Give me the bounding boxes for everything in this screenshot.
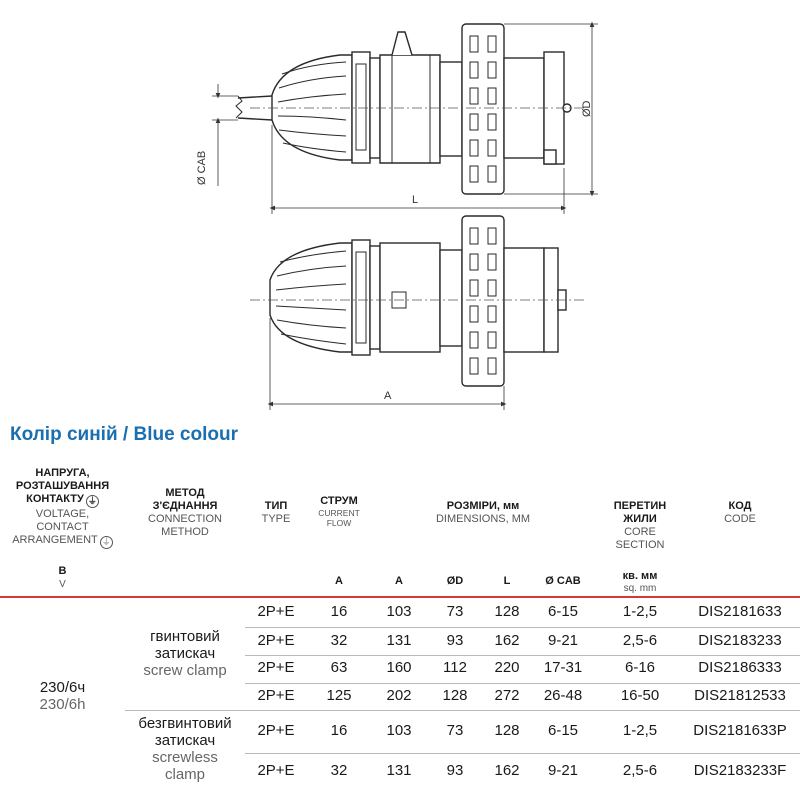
header-method	[125, 487, 245, 539]
unit-volt-en: V	[59, 579, 66, 590]
screwless-clamp-uk-2: затискач	[154, 732, 216, 749]
cell-l: 220	[494, 659, 520, 676]
cell-section: 16-50	[620, 687, 660, 704]
cell-section: 1-2,5	[622, 722, 658, 739]
plug-top-view	[270, 216, 566, 386]
cell-a: 103	[386, 603, 412, 620]
screw-clamp-uk-1: гвинтовий	[150, 628, 220, 645]
header-voltage-uk-3: КОНТАКТУ	[26, 493, 84, 505]
cell-d: 93	[446, 632, 464, 649]
row-divider	[245, 655, 800, 656]
cell-type: 2P+E	[257, 659, 295, 676]
cell-code: DIS2183233	[698, 632, 782, 649]
header-dimensions-uk: РОЗМІРИ, мм	[446, 500, 520, 512]
cell-d: 112	[443, 659, 467, 676]
screwless-clamp-uk-1: безгвинтовий	[138, 715, 232, 732]
header-section	[595, 500, 685, 552]
cell-a: 160	[386, 659, 412, 676]
header-voltage-en-1: VOLTAGE,	[35, 508, 90, 520]
voltage-group-label	[0, 679, 125, 713]
cell-code: DIS2181633	[698, 603, 782, 620]
screwless-clamp-en-2: clamp	[164, 766, 205, 783]
cell-d: 128	[442, 687, 468, 704]
cell-section: 6-16	[624, 659, 656, 676]
cell-type: 2P+E	[257, 632, 295, 649]
cell-a: 131	[386, 762, 412, 779]
header-method-uk-2: З'ЄДНАННЯ	[152, 500, 218, 512]
header-method-uk-1: МЕТОД	[165, 487, 205, 499]
cell-a: 131	[386, 632, 412, 649]
dim-cab-label: Ø CAB	[196, 150, 208, 185]
cell-cab: 17-31	[543, 659, 583, 676]
dim-l-label: L	[412, 194, 419, 206]
screwless-clamp-label	[125, 715, 245, 783]
header-method-en-1: CONNECTION	[148, 513, 222, 525]
header-section-en-2: SECTION	[615, 539, 665, 551]
header-code-uk: КОД	[728, 500, 752, 512]
header-section-uk-2: ЖИЛИ	[623, 513, 657, 525]
cell-section: 2,5-6	[622, 632, 658, 649]
header-voltage-uk-2: РОЗТАШУВАННЯ	[15, 480, 110, 492]
dim-a-label: A	[384, 390, 392, 402]
unit-l: L	[503, 575, 511, 587]
header-dimensions-en: DIMENSIONS, MM	[435, 513, 531, 525]
cell-type: 2P+E	[257, 722, 295, 739]
cell-code: DIS2181633P	[693, 722, 787, 739]
header-type	[245, 500, 307, 526]
earth-icon: ⏚	[87, 496, 97, 506]
cell-d: 73	[446, 722, 464, 739]
screw-clamp-en: screw clamp	[143, 662, 227, 679]
unit-cab: Ø CAB	[545, 575, 581, 587]
cell-l: 272	[494, 687, 520, 704]
cell-l: 162	[494, 632, 520, 649]
voltage-value-en: 230/6h	[39, 696, 86, 713]
cell-cab: 26-48	[543, 687, 583, 704]
header-voltage-en-3: ARRANGEMENT	[12, 534, 98, 546]
cell-code: DIS2186333	[698, 659, 782, 676]
plug-side-view	[236, 24, 571, 194]
cell-l: 162	[494, 762, 520, 779]
cell-code: DIS21812533	[694, 687, 786, 704]
cell-type: 2P+E	[257, 762, 295, 779]
cell-type: 2P+E	[257, 687, 295, 704]
header-current	[307, 495, 371, 528]
unit-a: А	[395, 575, 403, 587]
header-section-en-1: CORE	[624, 526, 656, 538]
screw-clamp-uk-2: затискач	[154, 645, 216, 662]
screwless-clamp-en-1: screwless	[152, 749, 218, 766]
cell-cab: 9-21	[547, 762, 579, 779]
unit-d: ØD	[446, 575, 464, 587]
header-code-en: CODE	[724, 513, 756, 525]
unit-volt-uk: В	[58, 565, 67, 577]
header-dimensions	[371, 500, 595, 526]
header-method-en-2: METHOD	[161, 526, 209, 538]
header-current-en-1: CURRENT	[318, 508, 360, 518]
cell-cab: 6-15	[547, 603, 579, 620]
cell-section: 2,5-6	[622, 762, 658, 779]
cell-type: 2P+E	[257, 603, 295, 620]
cell-code: DIS2183233F	[693, 762, 787, 779]
cell-current: 32	[330, 762, 348, 779]
cell-current: 125	[326, 687, 352, 704]
unit-section-en: sq. mm	[623, 583, 657, 594]
header-voltage-en-2: CONTACT	[36, 521, 89, 533]
cell-d: 73	[446, 603, 464, 620]
cell-current: 16	[330, 722, 348, 739]
cell-current: 16	[330, 603, 348, 620]
cell-cab: 6-15	[547, 722, 579, 739]
header-code	[685, 500, 795, 526]
cell-a: 202	[386, 687, 412, 704]
cell-a: 103	[386, 722, 412, 739]
unit-current: А	[335, 575, 343, 587]
header-section-uk-1: ПЕРЕТИН	[613, 500, 667, 512]
cell-d: 93	[446, 762, 464, 779]
cell-cab: 9-21	[547, 632, 579, 649]
row-divider	[245, 683, 800, 684]
earth-icon: ⏚	[101, 537, 111, 547]
header-divider	[0, 596, 800, 598]
cell-l: 128	[494, 603, 520, 620]
header-current-uk: СТРУМ	[320, 495, 358, 507]
cell-section: 1-2,5	[622, 603, 658, 620]
cell-current: 63	[330, 659, 348, 676]
header-current-en-2: FLOW	[326, 518, 352, 528]
voltage-value-uk: 230/6ч	[39, 679, 86, 696]
header-voltage	[0, 467, 125, 549]
header-type-en: TYPE	[261, 513, 291, 525]
cell-l: 128	[494, 722, 520, 739]
group-divider	[125, 710, 800, 711]
colour-title: Колір синій / Blue colour	[10, 424, 238, 445]
header-type-uk: ТИП	[264, 500, 288, 512]
screw-clamp-label	[125, 628, 245, 679]
cell-current: 32	[330, 632, 348, 649]
header-voltage-uk-1: НАПРУГА,	[35, 467, 90, 479]
dim-d-label: ØD	[581, 100, 593, 117]
row-divider	[245, 627, 800, 628]
row-divider	[245, 753, 800, 754]
unit-section-uk: кв. мм	[622, 570, 658, 582]
